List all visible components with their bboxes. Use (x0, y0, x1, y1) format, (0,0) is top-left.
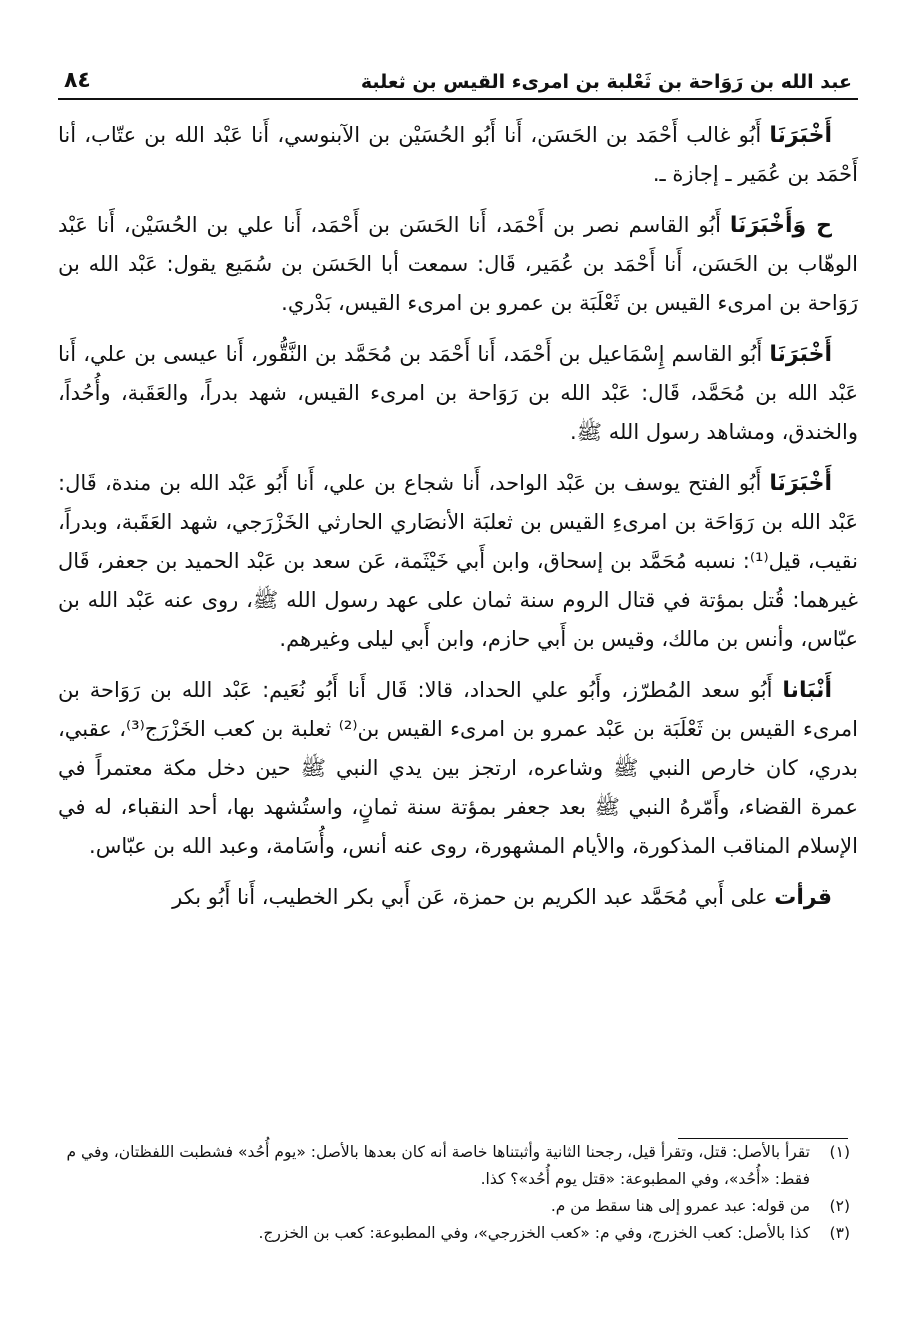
paragraph-lead-word: أَخْبَرَنَا (769, 471, 832, 496)
paragraph (58, 206, 858, 323)
footnote (58, 1193, 850, 1220)
paragraph-text: أَبُو القاسم إِسْمَاعيل بن أَحْمَد، أَنا أَحْمَد بن مُحَمَّد بن النَّقُّور، أَنا عيسى بن علي، أَنا عَبْد الله بن مُحَمَّد، قَال: عَبْد الله بن رَوَاحة بن امرىء القيس، شهد بدراً، والعَقَبة، وأُحُداً، والخندق، ومشاهد رسول الله ﷺ. (58, 342, 858, 444)
paragraph-text: أَبُو القاسم نصر بن أَحْمَد، أَنا الحَسَن بن أَحْمَد، أَنا علي بن الحُسَيْن، أَنا عَبْد الوهّاب بن الحَسَن، أَنا أَحْمَد بن عُمَير، قَال: سمعت أبا الحَسَن بن سُمَيع يقول: عَبْد الله بن رَوَاحة بن امرىء القيس بن ثَعْلَبَة بن عمرو بن امرىء القيس، بَدْري. (58, 213, 858, 315)
footnote-text: كذا بالأصل: كعب الخزرج، وفي م: «كعب الخزرجي»، وفي المطبوعة: كعب بن الخزرج. (258, 1224, 810, 1242)
footnote-number: (٣) (829, 1224, 850, 1242)
page-number: ٨٤ (64, 68, 91, 93)
paragraph-lead-word: أَنْبَانا (782, 678, 832, 703)
paragraph (58, 464, 858, 659)
footnote-number: (١) (829, 1143, 850, 1161)
main-text (58, 116, 858, 917)
footnote-number: (٢) (829, 1197, 850, 1215)
footnote-text: تقرأ بالأصل: قتل، وتقرأ قيل، رجحنا الثانية وأثبتناها خاصة أنه كان بعدها بالأصل: «يوم أُحُد» فشطبت اللفظتان، وفي م فقط: «أُحُد»، وفي المطبوعة: «قتل يوم أُحُد»؟ كذا. (66, 1143, 810, 1188)
running-title: عبد الله بن رَوَاحة بن ثَعْلبة بن امرىء القيس بن ثعلبة (360, 71, 852, 93)
paragraph-text: على أَبي مُحَمَّد عبد الكريم بن حمزة، عَن أَبي بكر الخطيب، أَنا أَبُو بكر (172, 885, 775, 909)
footnote (58, 1220, 850, 1247)
paragraph (58, 671, 858, 866)
page-header (58, 40, 858, 100)
paragraph-text: أَبُو سعد المُطرّز، وأَبُو علي الحداد، قالا: قَال أَنا أَبُو نُعَيم: عَبْد الله بن رَوَاحة بن امرىء القيس بن ثَعْلَبَة بن عَبْد عمرو بن امرىء القيس بن⁽²⁾ ثعلبة بن كعب الخَزْرَج⁽³⁾، عقبي، بدري، كان خارص النبي ﷺ وشاعره، ارتجز بين يدي النبي ﷺ حين دخل مكة معتمراً في عمرة القضاء، وأَمّرهُ النبي ﷺ بعد جعفر بمؤتة سنة ثمانٍ، واستُشهد بها، أحد النقباء، له في الإسلام المناقب المذكورة، والأيام المشهورة، روى عنه أنس، وأُسَامة، وعبد الله بن عبّاس. (58, 678, 858, 858)
paragraph (58, 335, 858, 452)
paragraph (58, 116, 858, 194)
footnote-text: من قوله: عبد عمرو إلى هنا سقط من م. (550, 1197, 810, 1215)
paragraph-lead-word: أَخْبَرَنَا (769, 342, 832, 367)
footnotes (58, 1138, 858, 1247)
paragraph-text: أَبُو غالب أَحْمَد بن الحَسَن، أَنا أَبُو الحُسَيْن بن الآبنوسي، أَنا عَبْد الله بن عتّاب، أنا أَحْمَد بن عُمَير ـ إجازة ـ. (58, 123, 858, 186)
footnote (58, 1139, 850, 1193)
paragraph-text: أَبُو الفتح يوسف بن عَبْد الواحد، أَنا شجاع بن علي، أَنا أَبُو عَبْد الله بن مندة، قَال: عَبْد الله بن رَوَاحَة بن امرىءِ القيس بن ثعلبَة الأنصَاري الحارثي الخَزْرَجي، شهد العَقَبة، وبدراً، نقيب، قيل⁽¹⁾: نسبه مُحَمَّد بن إسحاق، وابن أَبي خَيْثَمة، عَن سعد بن عَبْد الحميد بن جعفر، قَال غيرهما: قُتل بمؤتة في قتال الروم سنة ثمان على عهد رسول الله ﷺ، روى عنه عَبْد الله بن عبّاس، وأنس بن مالك، وقيس بن أَبي حازم، وابن أَبي ليلى وغيرهم. (58, 471, 858, 651)
paragraph (58, 878, 858, 917)
paragraph-lead-word: قرأت (774, 885, 832, 910)
book-page (58, 40, 858, 1310)
paragraph-lead-word: أَخْبَرَنَا (769, 123, 832, 148)
paragraph-lead-word: ح وَأَخْبَرَنَا (729, 213, 832, 238)
